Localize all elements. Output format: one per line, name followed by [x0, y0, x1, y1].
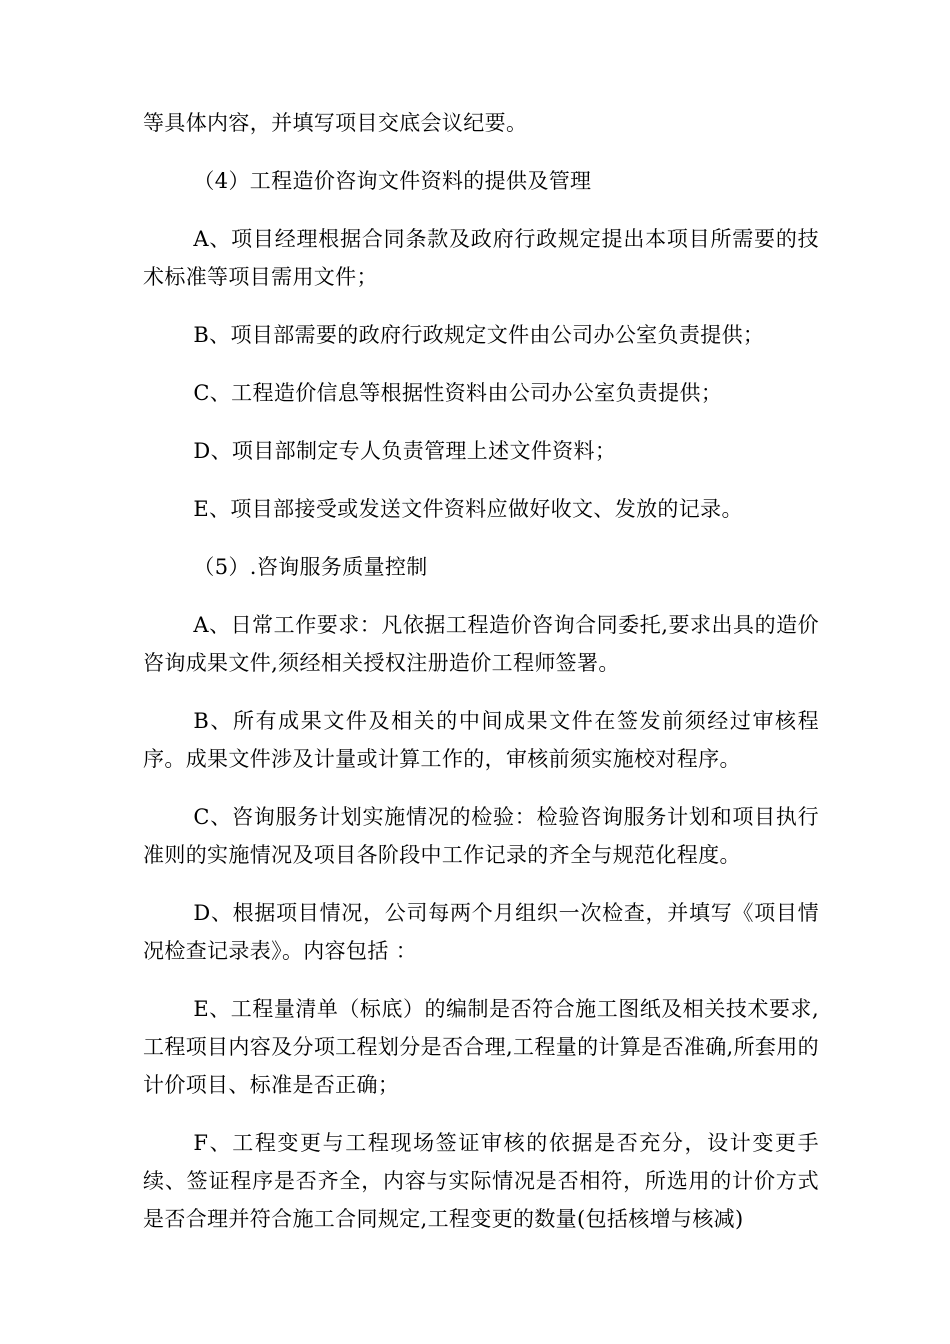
quality-item-e: E、工程量清单（标底）的编制是否符合施工图纸及相关技术要求,工程项目内容及分项工程划分是否合理,工程量的计算是否准确,所套用的计价项目、标准是否正确；	[143, 997, 819, 1097]
section-heading-4: （4）工程造价咨询文件资料的提供及管理	[193, 169, 592, 193]
list-item-c: C、工程造价信息等根据性资料由公司办公室负责提供；	[193, 381, 723, 405]
document-body	[143, 104, 819, 1238]
quality-item-b: B、所有成果文件及相关的中间成果文件在签发前须经过审核程序。成果文件涉及计量或计算工作的，审核前须实施校对程序。	[143, 709, 819, 771]
list-item-d: D、项目部制定专人负责管理上述文件资料；	[193, 439, 617, 463]
quality-item-c: C、咨询服务计划实施情况的检验：检验咨询服务计划和项目执行准则的实施情况及项目各阶段中工作记录的齐全与规范化程度。	[143, 805, 819, 867]
list-item-e: E、项目部接受或发送文件资料应做好收文、发放的记录。	[193, 497, 743, 521]
quality-item-d: D、根据项目情况，公司每两个月组织一次检查，并填写《项目情况检查记录表》。内容包括 ：	[143, 901, 819, 963]
list-item-a: A、项目经理根据合同条款及政府行政规定提出本项目所需要的技术标准等项目需用文件；	[143, 227, 819, 289]
quality-item-a: A、日常工作要求：凡依据工程造价咨询合同委托,要求出具的造价咨询成果文件,须经相关授权注册造价工程师签署。	[143, 613, 819, 675]
list-item-b: B、项目部需要的政府行政规定文件由公司办公室负责提供；	[193, 323, 765, 347]
quality-item-f: F、工程变更与工程现场签证审核的依据是否充分，设计变更手续、签证程序是否齐全，内容与实际情况是否相符，所选用的计价方式是否合理并符合施工合同规定,工程变更的数量(包括核增与核减)	[143, 1131, 819, 1231]
paragraph-continuation: 等具体内容，并填写项目交底会议纪要。	[143, 111, 528, 135]
section-heading-5: （5）.咨询服务质量控制	[193, 555, 428, 579]
